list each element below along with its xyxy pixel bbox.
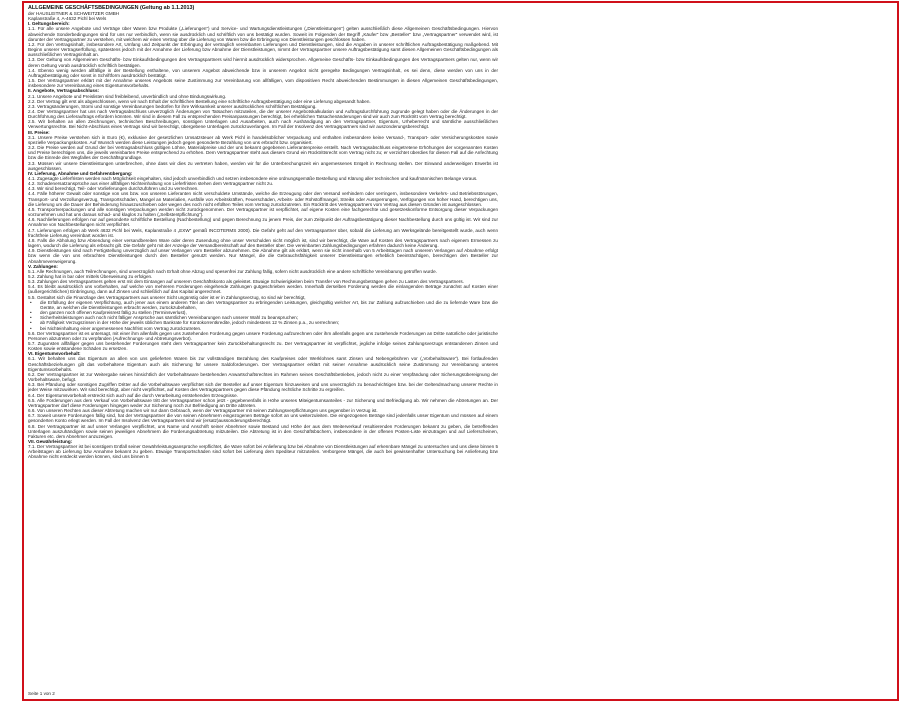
terms-sections (28, 21, 498, 459)
clause-paragraph: 6.8. Der Vertragspartner ist auf unser Verlangen verpflichtet, uns Name und Anschrift seiner Abnehmer sowie Bestand und Höhe der aus dem Weiterverkauf resultierenden Forderungen bekannt zu geben, die betreffenden Unterlagen auszuhändigen sowie seinen jeweiligen Abnehmern die Forderungsabtretung mitzuteilen. Die Abtretung ist in den Geschäftsbüchern, insbesondere in der offenen Posten-Liste einzutragen und auf Lieferscheinen, Fakturen etc. dem Abnehmer anzuzeigen. (28, 423, 498, 439)
clause-paragraph: 5.5. Gestaltet sich die Finanzlage des Vertragspartners aus unserer Sicht ungünstig oder ist er in Zahlungsverzug, so sind wir berechtigt, (28, 294, 306, 300)
clause-paragraph: 7.1. Der Vertragspartner ist bei sonstigem Entfall seiner Gewährleistungsansprüche verpflichtet, die Ware sofort bei Anlieferung bzw bei Abnahme von Dienstleistungen auf erkennbare Mängel zu untersuchen und uns diese binnen 5 Arbeitstagen ab Lieferung bzw Annahme bekannt zu geben. Etwaige Transportschäden sind sofort bei Lieferung dem Spediteur mitzuteilen. Verborgene Mängel, die auch bei gewissenhafter Untersuchung bei Anlieferung bzw Abnahme nicht entdeckt werden können, sind uns binnen 5 (28, 444, 498, 460)
clause-paragraph: 1.2. Für den Vertragsinhalt, insbesondere Art, Umfang und Zeitpunkt der Erbringung der vertraglich vereinbarten Lieferungen und Dienstleistungen, sind die Angaben in unserer schriftlichen Auftragsbestätigung maßgebend. Mit Beginn unserer Vertragserfüllung, spätestens jedoch mit der Annahme der Lieferung bzw Abnahme der Dienstleistungen, nimmt der Vertragspartner unsere Auftragsbestätigung samt diesen Allgemeinen Geschäftsbedingungen als ausschließlichen Vertragsinhalt an. (28, 41, 498, 58)
company-name: der HAUSLEITNER & SCHWEITZER GMBH (28, 11, 120, 16)
bullet-item: • den ganzen noch offenen Kaufpreisrest fällig zu stellen (Terminsverlust), (28, 310, 498, 315)
clause-paragraph: 4.3. Wir sind berechtigt, Teil- oder Vorlieferungen durchzuführen und zu verrechnen. (28, 186, 199, 192)
clause-paragraph: 6.6. Von unseren Rechten aus dieser Abtretung machen wir nur dann Gebrauch, wenn der Vertragspartner mit seinen Zahlungsverpflichtungen uns gegenüber in Verzug ist. (28, 408, 378, 414)
clause-paragraph: 4.6. Nachlieferungen erfolgen nur auf gesonderte schriftliche Bestellung (Nachbestellung) und gegen Berechnung zu jenem Preis, der zum Zeitpunkt der Auftragsbestätigung dieser Nachbestellung durch uns gültig ist. Wir sind zur Annahme von Nachbestellungen nicht verpflichtet. (28, 217, 498, 228)
clause-paragraph: 4.2. Schadenersatzansprüche aus einer allfälligen Nichteinhaltung von Lieferfristen stehen dem Vertragspartner nicht zu. (28, 181, 274, 187)
clause-paragraph: 3.2. Die Preise werden auf Grund der bei Vertragsabschluss gültigen Löhne, Materialpreise und der uns bekannt gegebenen Lieferantenpreise erstellt. Nach Vertragsabschluss eingetretene Erhöhungen der vorgenannten Kosten und Preise berechtigen uns, die jeweils vereinbarten Preise entsprechend zu erhöhen. Dem Vertragspartner steht aus diesem Grund ein Rücktrittsrecht vom Vertrag nicht zu; er verzichtet überdies für diesen Fall auf die Anfechtung bzw die Einrede des Wegfalles der Geschäftsgrundlage. (28, 145, 498, 161)
section-heading: VI. Eigentumsvorbehalt: (28, 351, 81, 357)
clause-paragraph: 5.6. Der Vertragspartner ist es untersagt, mit einer ihm allenfalls gegen uns zustehenden Forderung gegen unsere Forderung aufzurechnen oder ihm allenfalls gegen uns zustehende Forderungen an Dritte natürliche oder juristische Personen abzutreten oder zu verpfänden (Aufrechnungs- und Abtretungsverbot). (28, 330, 498, 341)
clause-paragraph: 2.5. Wir behalten an allen Zeichnungen, technischen Beschreibungen, sonstigen Unterlagen und Ausarbeiten, auch nach Aushändigung an den Vertragspartner, Eigentum, Urheberrecht und sämtliche ausschließlichen Verwertungsrechte. Bei Nicht-Abschluss eines Vertrags sind wir berechtigt, übergebene Unterlagen zurückzuverlangen. Im Fall der Insolvenz des Vertragspartners sind wir auszonderungsberechtigt. (28, 119, 498, 130)
clause-paragraph: 6.7. Soweit unsere Forderungen fällig sind, hat der Vertragspartner die von seinen Abnehmern eingezogenen Beträge sofort an uns weiterzuleiten. Die eingezogenen Beträge sind jedenfalls unser Eigentum und müssen auf einem gesonderten Konto erlegt werden. Im Fall der Insolvenz des Vertragspartners sind wir (ersatz)aussonderungsberechtigt. (28, 413, 498, 424)
clause-paragraph: 5.1. Alle Rechnungen, auch Teilrechnungen, sind unverzüglich nach Erhalt ohne Abzug und spesenfrei zur Zahlung fällig, sofern nicht ausdrücklich eine andere schriftliche Vereinbarung getroffen wurde. (28, 268, 437, 274)
bullet-item: • bei Nichteinhaltung einer angemessenen Nachfrist vom Vertrag zurückzutreten. (28, 326, 498, 331)
company-address: Kaplanstraße 4, A-4632 Pichl bei Wels (28, 16, 107, 22)
clause-paragraph: 3.3. Müssen wir unsere Dienstleistungen unterbrechen, ohne dass wir dies zu vertreten haben, werden wir für die Unterbrechungszeit ein angemessenes Entgelt in Rechnung stellen. Der Einwand anderweitigen Erwerbs ist ausgeschlossen. (28, 160, 498, 171)
clause-paragraph: 6.2. Der Vertragspartner ist zur Weitergabe seines hinsichtlich der Vorbehaltsware bestehenden Anwartschaftsrechtes im Rahmen seines Geschäftsbetriebes, jedoch nicht zu einer Verpfändung oder Sicherungsübereignung der Vorbehaltsware, befugt. (28, 371, 498, 383)
clause-paragraph: 6.3. Bei Pfändung oder sonstigen Zugriffen Dritter auf die Vorbehaltsware verpflichtet sich der Besteller auf unser Eigentum hinzuweisen und uns unverzüglich zu benachrichtigen bzw. bei der Geltendmachung unserer Rechte in jeder Weise mitzuwirken. Wir sind berechtigt, aber nicht verpflichtet, auf Kosten des Vertragspartners gegen diese Pfändung rechtliche Schritte zu ergreifen. (28, 382, 498, 393)
section-heading: III. Preise: (28, 129, 50, 135)
clause-paragraph: 5.7. Zugunsten allfälliger gegen uns bestehender Forderungen steht dem Vertragspartner kein Zurückbehaltungsrecht zu. Der Vertragspartner ist verpflichtet, jegliche infolge seines Zahlungsverzugs entstandenen Zinsen und Kosten sowie entstandene Schäden zu ersetzen. (28, 341, 498, 352)
section-heading: II. Angebote, Vertragsabschluss: (28, 88, 100, 94)
clause-paragraph: 2.1. Unsere Angebote und Preislisten sind freibleibend, unverbindlich und ohne Bindungswirkung. (28, 93, 227, 99)
clause-paragraph: 2.2. Der Vertrag gilt erst als abgeschlossen, wenn wir nach Erhalt der schriftlichen Bestellung eine schriftliche Auftragsbestätigung oder eine Lieferung abgesandt haben. (28, 98, 371, 104)
page-number: Seite 1 von 2 (28, 691, 55, 696)
section-heading: VII. Gewährleistung: (28, 438, 73, 444)
bullet-item: • Sicherheitsleistungen auch noch nicht fälliger Ansprüche aus sämtlichen Vereinbarungen nach unserer Wahl zu beanspruchen; (28, 315, 498, 320)
clause-paragraph: 6.1. Wir behalten uns das Eigentum an allen von uns gelieferten Waren bis zur vollständigen Bezahlung des Kaufpreises oder Werklohnes samt Zinsen und Nebengebühren vor („Vorbehaltsware“). Bei fortlaufenden Geschäftsbeziehungen gilt das vorbehaltene Eigentum auch als Sicherung für unsere Saldoforderungen. Der Vertragspartner erklärt mit seiner Annahme ausdrücklich seine Zustimmung zur Vereinbarung unseres Eigentumsvorbehalts. (28, 356, 498, 372)
clause-paragraph: 6.4. Der Eigentumsvorbehalt erstreckt sich auch auf die durch Verarbeitung entstehenden Erzeugnisse. (28, 392, 238, 398)
clause-paragraph: 1.5. Der Vertragspartner erklärt mit der Annahme unseres Angebots seine Zustimmung zur Vereinbarung von allfälligen, vom dispositiven Recht abweichenden Bestimmungen in diesen Allgemeinen Geschäftsbedingungen, insbesondere zur Vereinbarung eines Eigentumsvorbehalts. (28, 78, 498, 89)
clause-paragraph: 2.4. Der Vertragspartner hat uns nach Vertragsabschluss unverzüglich Änderungen von Tatsachen mitzuteilen, die der unserer Angebotskalkulation und Auftragsdurchführung zugrunde gelegt haben oder die Änderungen in der Durchführung des Lieferauftrags erfordern könnten. Wir sind in diesem Fall zu entsprechenden Preisanpassungen berechtigt, bei erheblichen Tatsachenänderungen sind wir auch zum Rücktritt vom Vertrag berechtigt. (28, 108, 498, 120)
clause-paragraph: 4.8. Falls die Abholung bzw Absendung einer versandbereiten Ware oder deren Zusendung ohne unser Verschulden nicht möglich ist, sind wir berechtigt, die Ware auf Kosten des Vertragspartners nach eigenem Ermessen zu lagern, wodurch die Lieferung als erbracht gilt. Die Gefahr geht mit der Anzeige der Versandbereitschaft auf den Besteller über. Die vereinbarten Zahlungsbedingungen erfahren dadurch keine Änderung. (28, 237, 498, 249)
clause-paragraph: 1.1. Für alle unsere Angebote und Verträge über Waren bzw Produkte („Lieferungen“) und Service- und Wartungsdienstleistungen („Dienstleistungen“) gelten ausschließlich diese Allgemeinen Geschäftsbedingungen. Hiervon abweichende Sonderbedingungen sind für uns nur verbindlich, wenn sie ausdrücklich und schriftlich von uns bestätigt wurden. Soweit im Folgenden der Begriff „Käufer“ bzw „Besteller“ bzw „Vertragspartner“ verwendet wird, ist darunter der Vertragspartner zu verstehen, mit welchem wir einen Vertrag über die Lieferung von Waren bzw die Erbringung von Dienstleistungen geschlossen haben. (28, 26, 498, 42)
clause-paragraph: 5.2. Zahlung hat in bar oder mittels Überweisung zu erfolgen. (28, 273, 153, 279)
clause-paragraph: 4.4. Fälle höherer Gewalt oder sonstige von uns bzw. von unseren Lieferanten nicht verschuldete Umstände, welche die Erzeugung oder den Versand verhindern oder verringern, insbesondere Verkehrs- und Betriebsstörungen, Transport- und Verzollungsverzug, Transportschäden, Mangel an Materialien, Ausfälle von Arbeitskräften, Feuerschäden, Arbeits- oder Rohstoffmangel, Streiks oder Aussperrungen, Verfügungen von hoher Hand, berechtigen uns, die Lieferung um die Dauer der Behinderung hinauszuschieben oder wegen des noch nicht erfüllten Teiles vom Vertrag zurückzutreten. Ein Rücktritt des Vertragspartners vom Vertrag aus diesen Gründen ist ausgeschlossen. (28, 191, 498, 207)
clause-paragraph: 4.5. Transportverpackungen und alle sonstigen Verpackungen werden nicht zurückgenommen. Der Vertragspartner ist verpflichtet, auf eigene Kosten eine fachgerechte und gesetzeskonforme Entsorgung dieser Verpackungen vorzunehmen und hat uns daraus schad- und klaglos zu halten („Selbstentpflichtung“). (28, 206, 498, 218)
clause-paragraph: 3.1. Unsere Preise verstehen sich in Euro (€), exklusive der gesetzlichen Umsatzsteuer ab Werk Pichl in handelsüblicher Verpackung und enthalten insbesondere keine Versand-, Transport- oder Versicherungskosten sowie spezielle Verpackungskosten. Auf Wunsch werden diese Leistungen jedoch gegen gesonderte Bezahlung von uns erbracht bzw. organisiert. (28, 134, 498, 145)
section-heading: IV. Lieferung, Abnahme und Gefahrenübergang: (28, 170, 133, 176)
bullet-item: • die Erfüllung der eigenen Verpflichtung, auch jener aus einem anderen Titel an den Vertragspartner zu erbringenden Leistungen, gleichgültig welcher Art, bis zur Zahlung aufzuschieben und die zu liefernde Ware bzw die Geräte, an welchen die Dienstleistungen erbracht werden, zurückzubehalten, (28, 300, 498, 310)
document-body (28, 5, 498, 460)
document-title: ALLGEMEINE GESCHÄFTSBEDINGUNGEN (Geltung ab 1.1.2013) (28, 5, 195, 11)
clause-paragraph: 5.3. Zahlungen des Vertragspartners gelten erst mit dem Eintangen auf unserem Geschäftskonto als geleistet. Etwaige Schwierigkeiten beim Transfer von Rechnungsbeträgen gehen zu Lasten des Vertragspartners. (28, 279, 464, 285)
section-heading: I. Geltungsbereich: (28, 21, 70, 27)
clause-paragraph: 4.1. Zugesagte Lieferfristen werden nach Möglichkeit eingehalten, sind jedoch unverbindlich und setzen insbesondere eine ordnungsgemäße Bestellung und Klärung aller technischen und kaufmännischen Belange voraus. (28, 176, 478, 181)
clause-paragraph: 4.7. Lieferungen erfolgen ab Werk 4632 Pichl bei Wels, Kaplanstraße 4 „EXW“ gemäß INCOTERMS 2000). Die Gefahr geht auf den Vertragspartner über, sobald die Lieferung am Werksgelände bereitgestellt wurde, auch wenn frachtfreie Lieferung vereinbart worden ist. (28, 227, 498, 238)
clause-paragraph: 5.4. Es bleibt ausdrücklich uns vorbehalten, auf welche von mehreren Forderungen eingehende Zahlungen gutgeschrieben werden. Innerhalb derselben Forderung werden die einlangenden Beträge zunächst auf Kosten einer (außergerichtlichen) Einbringung, dann auf Zinsen und schließlich auf das Kapital angerechnet. (28, 284, 498, 295)
clause-paragraph: 6.5. Alle Forderungen aus dem Verkauf von Vorbehaltsware tritt der Vertragspartner schon jetzt - gegebenenfalls in Höhe unseres Miteigentumsanteiles - zur Sicherung und Befriedigung ab. Wir nehmen die Abtretungen an. Der Vertragspartner darf diese Forderungen hingegen weder zur Sicherung noch zur Befriedigung an Dritte abtreten. (28, 397, 498, 408)
clause-paragraph: 1.4. Ebenso wenig werden allfällige in der Bestellung enthaltene, von unserem Angebot abweichende bzw in unserem Angebot nicht geregelte Bedingungen Vertragsinhalt, es sei denn, diese werden von uns in der Auftragsbestätigung oder sonst in Schriftform ausdrücklich bestätigt. (28, 67, 498, 78)
bullet-item: • ab Fälligkeit Verzugszinsen in der Höhe der jeweils üblichen Bankrate für Kontokorrentkredite, jedoch mindestens 12 % Zinsen p.a., zu verrechnen; (28, 320, 498, 325)
clause-paragraph: 1.3. Der Geltung von Allgemeinen Geschäfts- bzw Einkaufsbedingungen des Vertragspartners wird hiermit ausdrücklich widersprochen. Allgemeine Geschäfts- bzw Einkaufsbedingungen des Vertragspartners gelten nur, wenn wir deren Geltung vorab ausdrücklich schriftlich bestätigen. (28, 57, 498, 68)
section-heading: V. Zahlungen: (28, 263, 58, 269)
clause-paragraph: 2.3. Vertragsänderungen, Storni und sonstige Vereinbarungen bedürfen für ihre Wirksamkeit unserer ausdrücklichen schriftlichen Bestätigung. (28, 103, 317, 109)
clause-paragraph: 4.9. Dienstleistungen sind nach Fertigstellung unverzüglich auf unser Verlangen vom Besteller abzunehmen. Die Abnahme gilt als erklärt, wenn sie nicht innerhalb von 5 Arbeitstagen nach unserem Verlangen auf Abnahme erfolgt bzw wenn die von uns erbrachten Dienstleistungen durch den Besteller genutzt werden. Nur Mängel, die die Gebrauchsfähigkeit unserer Dienstleistungen erheblich beeinträchtigen, berechtigen den Besteller zur Abnahmeverweigerung. (28, 248, 498, 264)
